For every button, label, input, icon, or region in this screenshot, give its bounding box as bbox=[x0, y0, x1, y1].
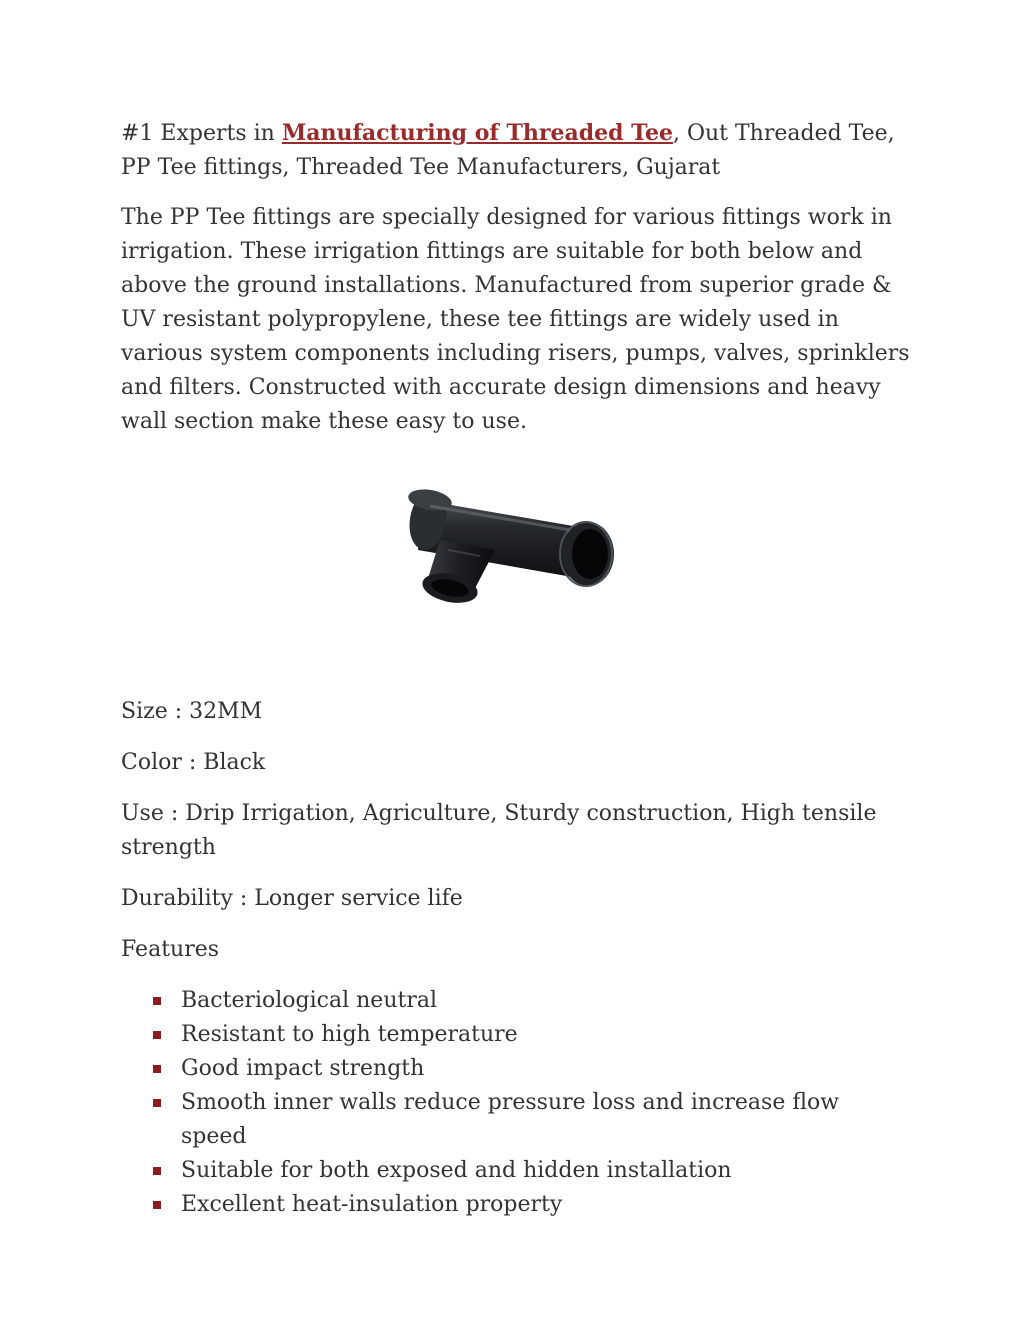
feature-text: Excellent heat-insulation property bbox=[181, 1192, 563, 1217]
intro-paragraph bbox=[121, 116, 911, 185]
list-item bbox=[153, 1188, 911, 1222]
list-item bbox=[153, 1018, 911, 1052]
list-item bbox=[153, 984, 911, 1018]
feature-text: Bacteriological neutral bbox=[181, 988, 437, 1013]
intro-prefix: #1 Experts in bbox=[121, 121, 282, 146]
tee-fitting-icon bbox=[400, 470, 622, 610]
square-bullet-icon bbox=[153, 1099, 161, 1107]
specifications bbox=[121, 695, 911, 1222]
spec-use: Use : Drip Irrigation, Agriculture, Sturdy construction, High tensile strength bbox=[121, 801, 877, 860]
square-bullet-icon bbox=[153, 1065, 161, 1073]
intro-suffix: , Out Threaded Tee, PP Tee fittings, Threaded Tee Manufacturers, Gujarat bbox=[121, 121, 895, 180]
description-paragraph: The PP Tee fittings are specially designed for various fittings work in irrigation. These irrigation fittings are suitable for both below and above the ground installations. Manufactured from superior grade & UV resistant polypropylene, these tee fittings are widely used in various system components including risers, pumps, valves, sprinklers and filters. Constructed with accurate design dimensions and heavy wall section make these easy to use. bbox=[121, 205, 910, 434]
feature-text: Resistant to high temperature bbox=[181, 1022, 518, 1047]
document-body bbox=[121, 116, 911, 439]
square-bullet-icon bbox=[153, 1167, 161, 1175]
square-bullet-icon bbox=[153, 997, 161, 1005]
feature-text: Smooth inner walls reduce pressure loss and increase flow speed bbox=[181, 1090, 840, 1149]
spec-size: Size : 32MM bbox=[121, 699, 263, 724]
features-list bbox=[121, 984, 911, 1222]
feature-text: Good impact strength bbox=[181, 1056, 425, 1081]
square-bullet-icon bbox=[153, 1031, 161, 1039]
square-bullet-icon bbox=[153, 1201, 161, 1209]
product-image bbox=[400, 470, 622, 610]
feature-text: Suitable for both exposed and hidden installation bbox=[181, 1158, 732, 1183]
features-heading: Features bbox=[121, 937, 220, 962]
spec-color: Color : Black bbox=[121, 750, 266, 775]
list-item bbox=[153, 1052, 911, 1086]
list-item bbox=[153, 1086, 911, 1154]
spec-durability: Durability : Longer service life bbox=[121, 886, 463, 911]
list-item bbox=[153, 1154, 911, 1188]
threaded-tee-link[interactable]: Manufacturing of Threaded Tee bbox=[281, 120, 673, 146]
